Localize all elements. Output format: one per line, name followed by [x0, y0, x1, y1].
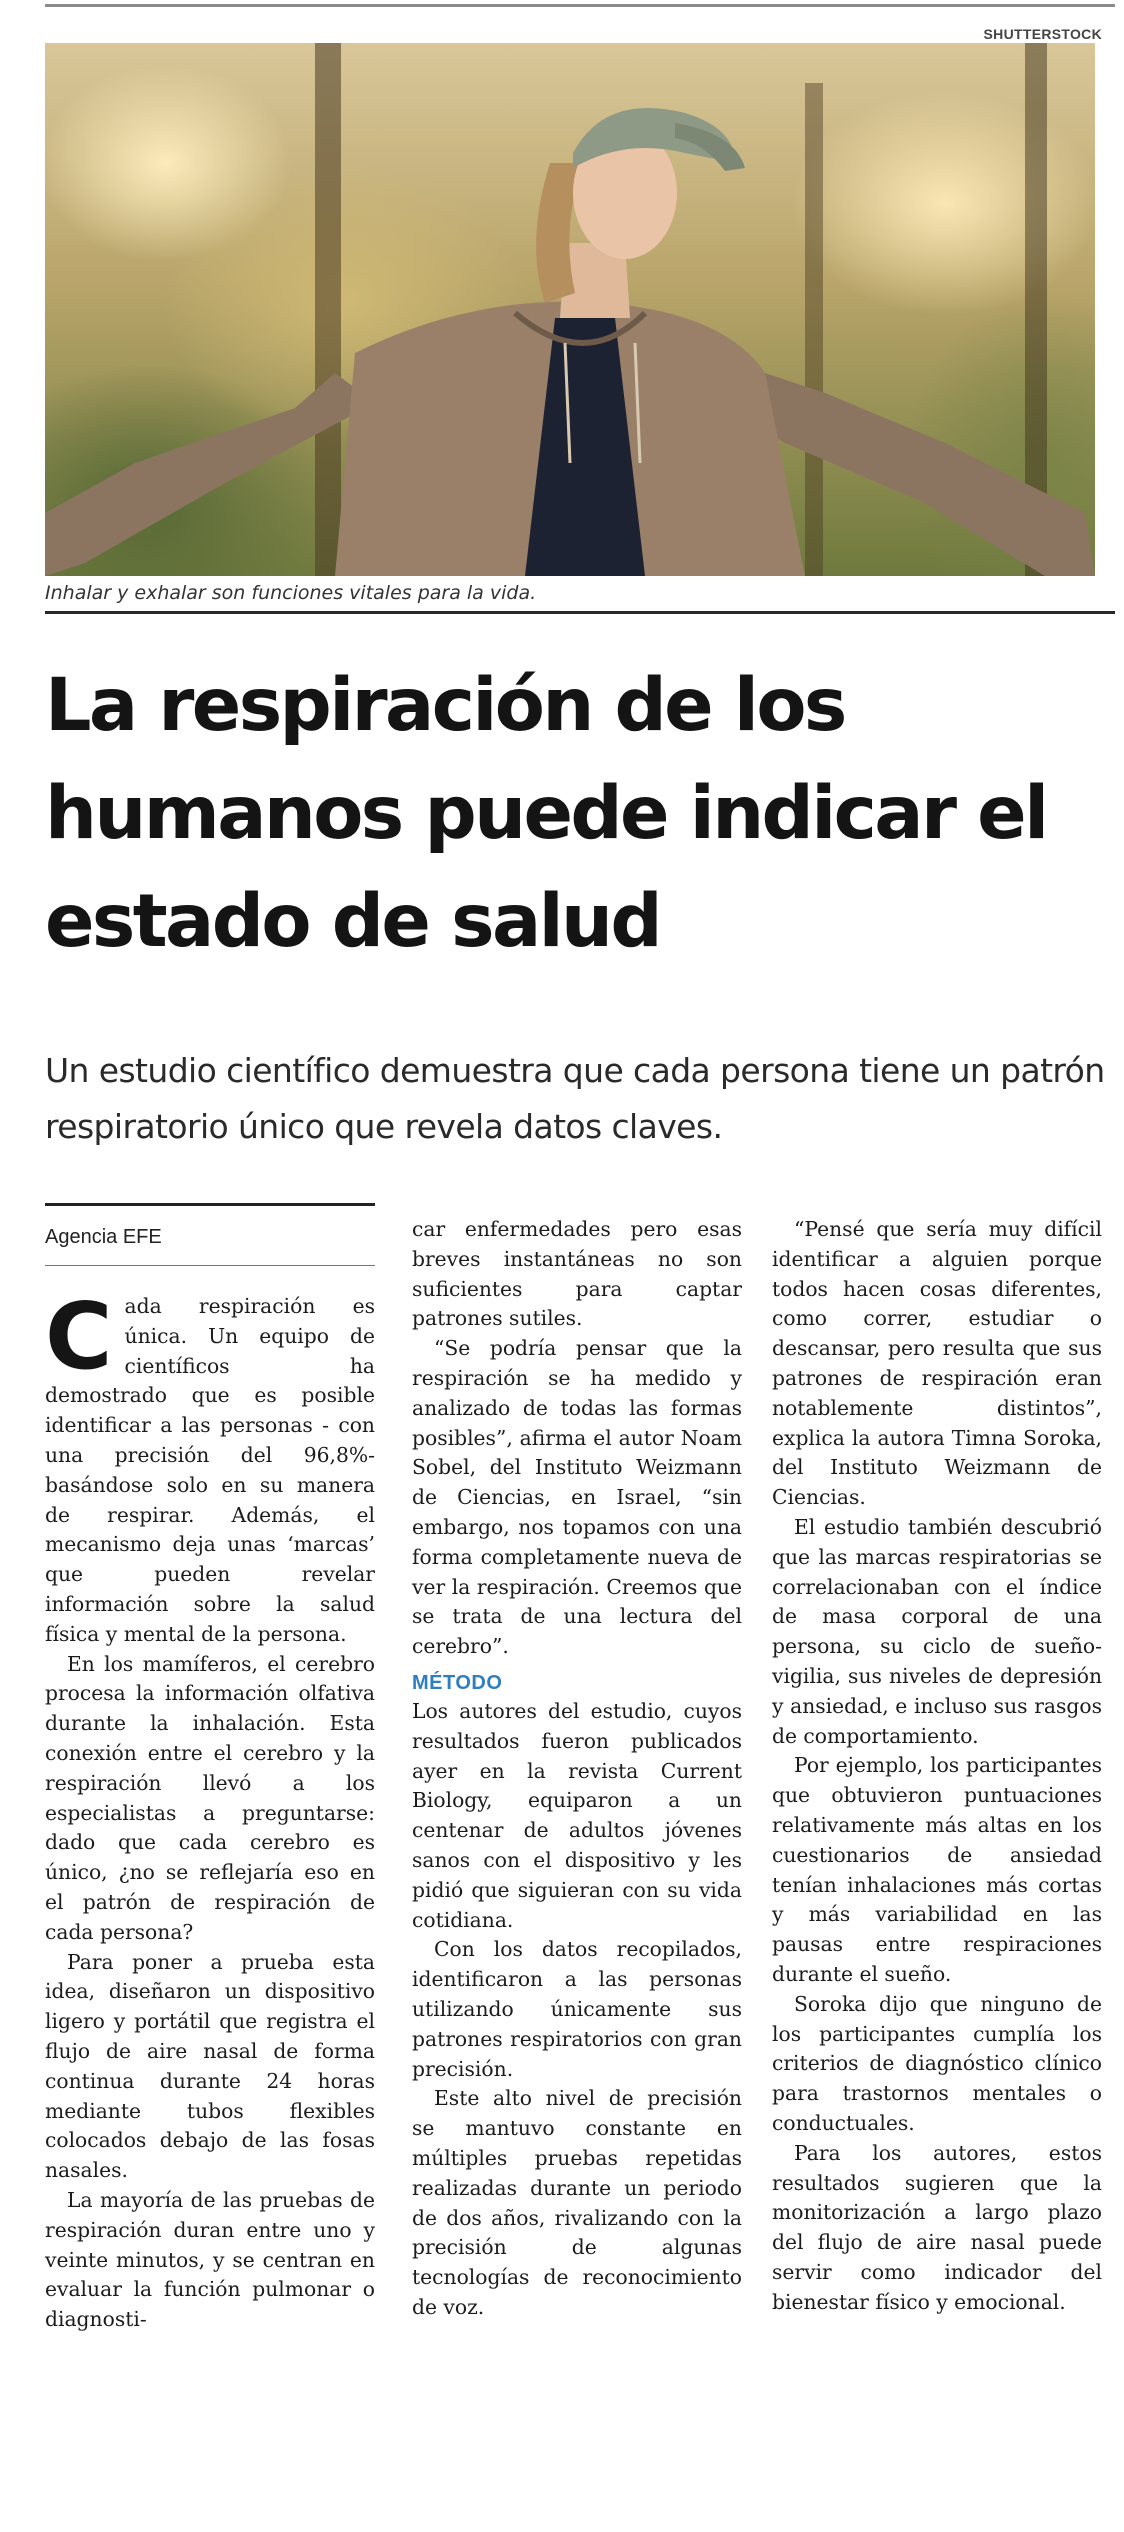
paragraph-text: ada respiración es única. Un equipo de científicos ha demostrado que es posible identificar a las personas - con una precisión del 96,8%- basándose solo en su manera de respirar. Además, el mecanismo deja unas ‘marcas’ que pueden revelar información sobre la salud física y mental de la persona.	[45, 1294, 375, 1646]
paragraph	[45, 1283, 375, 1650]
article-column-1	[45, 1203, 375, 2335]
byline: Agencia EFE	[45, 1226, 162, 1248]
byline-rule	[45, 1203, 375, 1206]
article-column-2	[412, 1215, 742, 2323]
caption-rule	[45, 611, 1115, 614]
headline: La respiración de los humanos puede indicar el estado de salud	[45, 663, 1047, 964]
byline-divider	[45, 1265, 375, 1266]
paragraph: Para poner a prueba esta idea, diseñaron un dispositivo ligero y portátil que registra el flujo de aire nasal de forma continua durante 24 horas mediante tubos flexibles colocados debajo de las fosas nasales.	[45, 1949, 375, 2183]
paragraph: El estudio también descubrió que las marcas respiratorias se correlacionaban con el índice de masa corporal de una persona, su ciclo de sueño-vigilia, sus niveles de depresión y ansiedad, e incluso sus rasgos de comportamiento.	[772, 1514, 1102, 1748]
subheadline: Un estudio científico demuestra que cada persona tiene un patrón respiratorio único que revela datos claves.	[45, 1051, 1105, 1146]
photo-credit: SHUTTERSTOCK	[983, 26, 1102, 42]
paragraph: La mayoría de las pruebas de respiración duran entre uno y veinte minutos, y se centran en evaluar la función pulmonar o diagnosti-	[45, 2187, 375, 2332]
paragraph: Soroka dijo que ninguno de los participantes cumplía los criterios de diagnóstico clínico para trastornos mentales o conductuales.	[772, 1991, 1102, 2135]
paragraph: Los autores del estudio, cuyos resultados fueron publicados ayer en la revista Current Biology, equiparon a un centenar de adultos jóvenes sanos con el dispositivo y les pidió que siguieran con su vida cotidiana.	[412, 1698, 742, 1932]
paragraph: Este alto nivel de precisión se mantuvo constante en múltiples pruebas repetidas realizadas durante un periodo de dos años, rivalizando con la precisión de algunas tecnologías de reconocimiento de voz.	[412, 2086, 742, 2319]
woman-breathing-illustration	[45, 43, 1095, 576]
paragraph: Por ejemplo, los participantes que obtuvieron puntuaciones relativamente más altas en los cuestionarios de ansiedad tenían inhalaciones más cortas y más variabilidad en las pausas entre respiraciones durante el sueño.	[772, 1753, 1102, 1986]
article-photo	[45, 43, 1095, 576]
paragraph: Para los autores, estos resultados sugieren que la monitorización a largo plazo del flujo de aire nasal puede servir como indicador del bienestar físico y emocional.	[772, 2140, 1102, 2314]
paragraph: “Se podría pensar que la respiración se ha medido y analizado de todas las formas posibles”, afirma el autor Noam Sobel, del Instituto Weizmann de Ciencias, en Israel, “sin embargo, nos topamos con una forma completamente nueva de ver la respiración. Creemos que se trata de una lectura del cerebro”.	[412, 1336, 742, 1659]
photo-caption: Inhalar y exhalar son funciones vitales para la vida.	[45, 582, 537, 604]
paragraph: “Pensé que sería muy difícil identificar a alguien porque todos hacen cosas diferentes, como correr, estudiar o descansar, pero resulta que sus patrones de respiración eran notablemente distintos”, explica la autora Timna Soroka, del Instituto Weizmann de Ciencias.	[772, 1217, 1102, 1510]
paragraph: car enfermedades pero esas breves instantáneas no son suficientes para captar patrones sutiles.	[412, 1217, 742, 1331]
paragraph: Con los datos recopilados, identificaron a las personas utilizando únicamente sus patrones respiratorios con gran precisión.	[412, 1937, 742, 2081]
paragraph: En los mamíferos, el cerebro procesa la información olfativa durante la inhalación. Esta conexión entre el cerebro y la respiración llevó a los especialistas a preguntarse: dado que cada cerebro es único, ¿no se reflejaría eso en el patrón de respiración de cada persona?	[45, 1651, 375, 1944]
top-rule	[45, 4, 1115, 7]
section-heading: MÉTODO	[412, 1671, 503, 1694]
drop-cap: C	[45, 1283, 113, 1390]
article-column-3	[772, 1215, 1102, 2317]
